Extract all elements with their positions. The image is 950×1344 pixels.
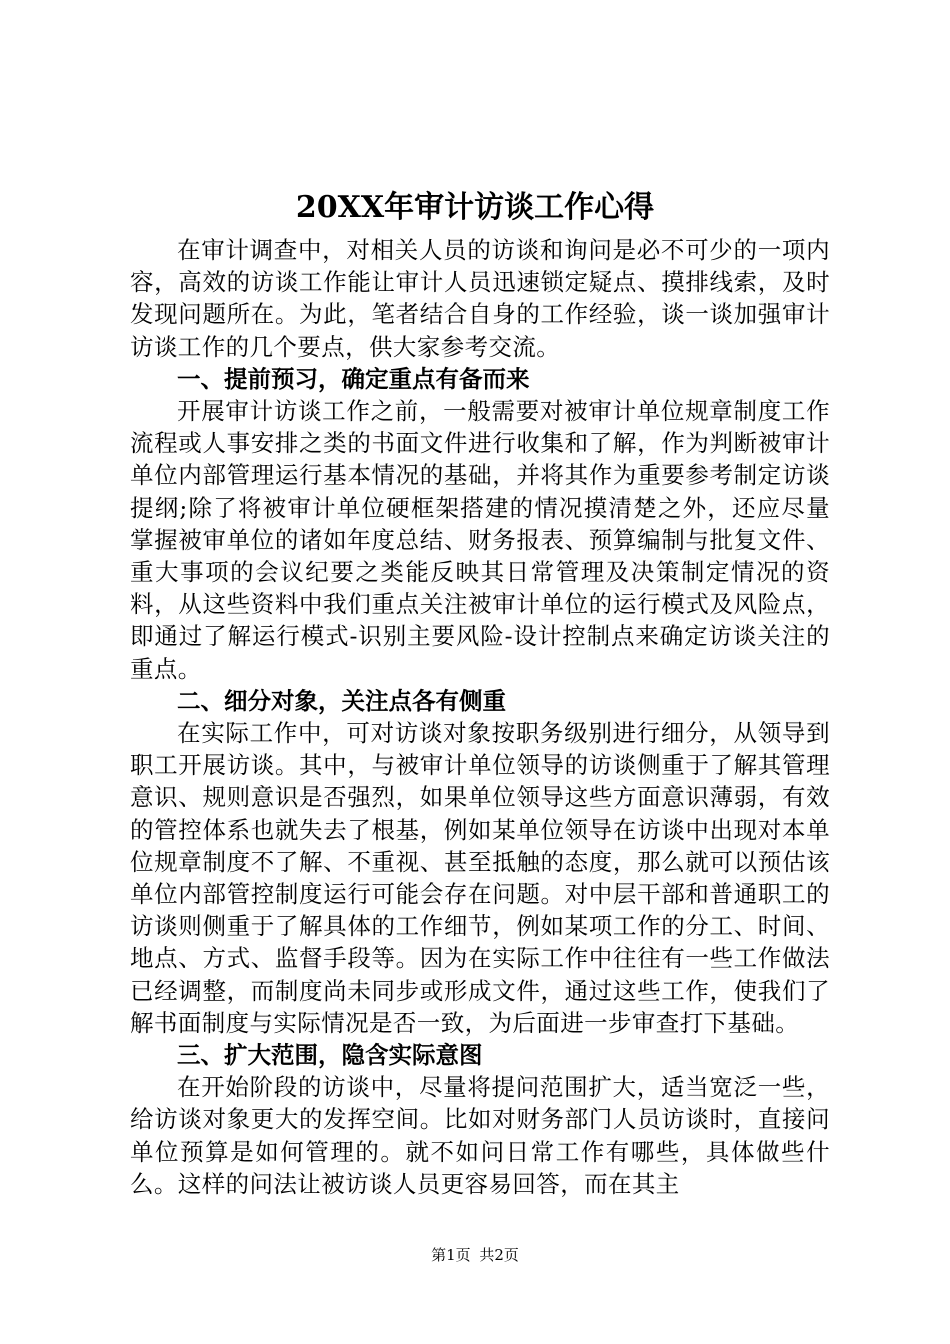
section-body-3: 在开始阶段的访谈中，尽量将提问范围扩大，适当宽泛一些，给访谈对象更大的发挥空间。比如对财务部门人员访谈时，直接问单位预算是如何管理的。就不如问日常工作有哪些，具体做些什么。这样的问法让被访谈人员更容易回答，而在其主 — [130, 1073, 830, 1198]
section-heading-3: 三、扩大范围，隐含实际意图 — [177, 1041, 483, 1070]
section-body-2: 在实际工作中，可对访谈对象按职务级别进行细分，从领导到职工开展访谈。其中，与被审计单位领导的访谈侧重于了解其管理意识、规则意识是否强烈，如果单位领导这些方面意识薄弱，有效的管控体系也就失去了根基，例如某单位领导在访谈中出现对本单位规章制度不了解、不重视、甚至抵触的态度，那么就可以预估该单位内部管控制度运行可能会存在问题。对中层干部和普通职工的访谈则侧重于了解具体的工作细节，例如某项工作的分工、时间、地点、方式、监督手段等。因为在实际工作中往往有一些工作做法已经调整，而制度尚未同步或形成文件，通过这些工作，使我们了解书面制度与实际情况是否一致，为后面进一步审查打下基础。 — [130, 719, 830, 1037]
section-heading-1: 一、提前预习，确定重点有备而来 — [177, 364, 530, 393]
section-heading-2: 二、细分对象，关注点各有侧重 — [177, 686, 506, 715]
page-footer — [0, 1245, 950, 1265]
document-title: 20XX年审计访谈工作心得 — [295, 190, 655, 225]
page-number-current: 第1页 — [431, 1246, 471, 1264]
page-number-total: 共2页 — [479, 1246, 519, 1264]
intro-paragraph: 在审计调查中，对相关人员的访谈和询问是必不可少的一项内容，高效的访谈工作能让审计人员迅速锁定疑点、摸排线索，及时发现问题所在。为此，笔者结合自身的工作经验，谈一谈加强审计访谈工作的几个要点，供大家参考交流。 — [130, 236, 830, 361]
section-body-1: 开展审计访谈工作之前，一般需要对被审计单位规章制度工作流程或人事安排之类的书面文件进行收集和了解，作为判断被审计单位内部管理运行基本情况的基础，并将其作为重要参考制定访谈提纲;除了将被审计单位硬框架搭建的情况摸清楚之外，还应尽量掌握被审单位的诸如年度总结、财务报表、预算编制与批复文件、重大事项的会议纪要之类能反映其日常管理及决策制定情况的资料，从这些资料中我们重点关注被审计单位的运行模式及风险点，即通过了解运行模式-识别主要风险-设计控制点来确定访谈关注的重点。 — [130, 397, 830, 683]
document-body — [130, 234, 830, 1200]
